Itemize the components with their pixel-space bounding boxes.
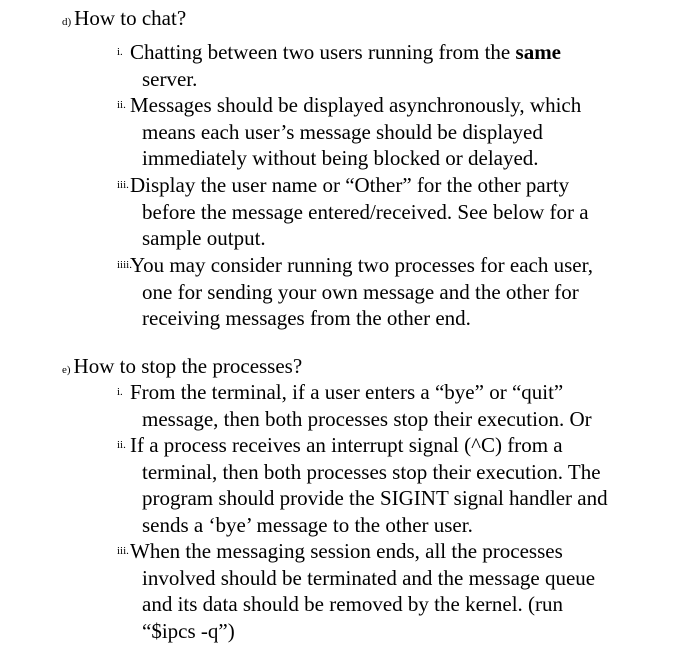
section-title: How to chat? [74, 6, 187, 30]
text-line: Messages should be displayed asynchronously, which [130, 93, 582, 117]
list-item [117, 172, 677, 252]
text-line: means each user’s message should be displayed [142, 119, 543, 144]
text-line: When the messaging session ends, all the processes [130, 539, 563, 563]
text-line: message, then both processes stop their execution. Or [142, 406, 592, 431]
text-line: one for sending your own message and the other for [142, 279, 579, 304]
section-marker: e) [62, 364, 71, 376]
text-line [130, 39, 677, 66]
text-line: involved should be terminated and the message queue [142, 565, 596, 590]
list-marker: iiii. [117, 259, 132, 271]
list-marker: ii. [117, 99, 126, 111]
text-line: sends a ‘bye’ message to the other user. [142, 512, 473, 537]
text-line: sample output. [142, 226, 266, 250]
list-marker: ii. [117, 439, 126, 451]
list-marker: iii. [117, 179, 129, 191]
text-line: If a process receives an interrupt signal (^C) from a [130, 433, 563, 457]
text-line: Display the user name or “Other” for the other party [130, 173, 570, 197]
text-line: immediately without being blocked or delayed. [142, 146, 539, 170]
text-line: terminal, then both processes stop their execution. The [142, 459, 601, 484]
list-marker: i. [117, 386, 123, 398]
text-line: program should provide the SIGINT signal handler and [142, 486, 608, 510]
list-marker: iii. [117, 545, 129, 557]
text-line: before the message entered/received. See below for a [142, 199, 589, 224]
list-item [117, 538, 677, 644]
text-line: server. [142, 66, 198, 91]
text-run: Chatting between two users running from the [130, 40, 516, 64]
section-marker: d) [62, 16, 72, 28]
text-line: and its data should be removed by the kernel. (run [142, 592, 564, 616]
list-item [117, 379, 677, 432]
list-item [117, 432, 677, 538]
list-marker: i. [117, 46, 123, 58]
list-item [117, 252, 677, 332]
section-d-heading [62, 5, 186, 35]
list-item [117, 39, 677, 92]
section-title: How to stop the processes? [73, 354, 303, 378]
text-line: You may consider running two processes for each user, [130, 253, 594, 277]
text-line: From the terminal, if a user enters a “bye” or “quit” [130, 380, 564, 404]
text-line: receiving messages from the other end. [142, 306, 471, 330]
list-item [117, 92, 677, 172]
text-line: “$ipcs -q”) [142, 618, 235, 643]
bold-text: same [515, 40, 562, 64]
